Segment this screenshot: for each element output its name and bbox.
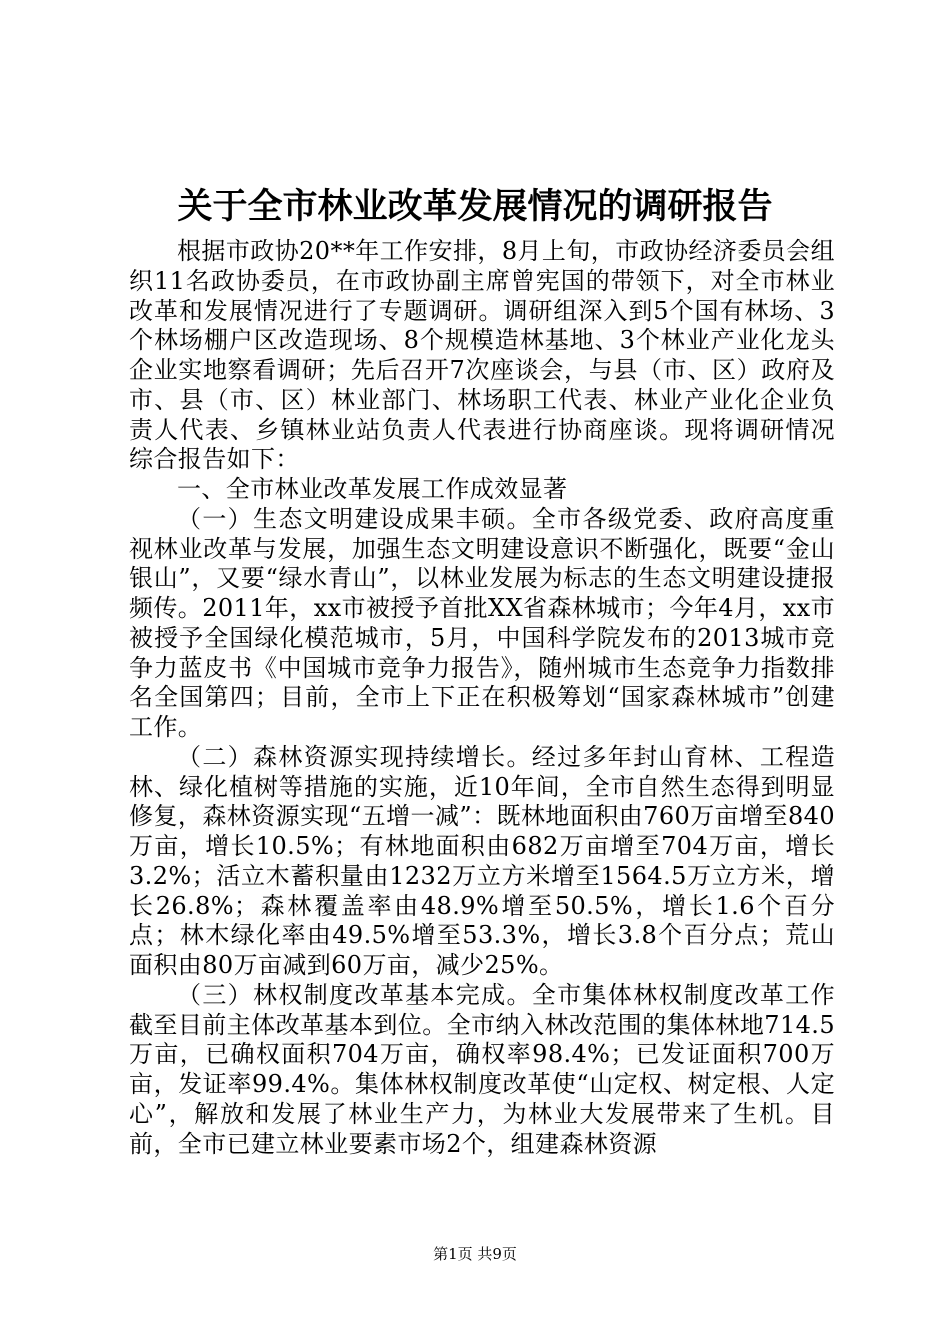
paragraph-forest-tenure-reform: （三）林权制度改革基本完成。全市集体林权制度改革工作截至目前主体改革基本到位。全市纳入林改范围的集体林地714.5万亩，已确权面积704万亩，确权率98.4%；已发证面积700万亩，发证率99.4%。集体林权制度改革使“山定权、树定根、人定心”，解放和发展了林业生产力，为林业大发展带来了生机。目前，全市已建立林业要素市场2个，组建森林资源 [129, 980, 835, 1158]
section-heading-1: 一、全市林业改革发展工作成效显著 [177, 475, 568, 503]
paragraph-ecological-civilization: （一）生态文明建设成果丰硕。全市各级党委、政府高度重视林业改革与发展，加强生态文明建设意识不断强化，既要“金山银山”，又要“绿水青山”，以林业发展为标志的生态文明建设捷报频传。2011年，xx市被授予首批XX省森林城市；今年4月，xx市被授予全国绿化模范城市，5月，中国科学院发布的2013城市竞争力蓝皮书《中国城市竞争力报告》，随州城市生态竞争力指数排名全国第四；目前，全市上下正在积极筹划“国家森林城市”创建工作。 [129, 504, 835, 741]
paragraph-intro: 根据市政协20**年工作安排，8月上旬，市政协经济委员会组织11名政协委员，在市政协副主席曾宪国的带领下，对全市林业改革和发展情况进行了专题调研。调研组深入到5个国有林场、3个林场棚户区改造现场、8个规模造林基地、3个林业产业化龙头企业实地察看调研；先后召开7次座谈会，与县（市、区）政府及市、县（市、区）林业部门、林场职工代表、林业产业化企业负责人代表、乡镇林业站负责人代表进行协商座谈。现将调研情况综合报告如下： [129, 237, 835, 474]
document-title: 关于全市林业改革发展情况的调研报告 [177, 187, 773, 227]
document-body [129, 237, 835, 1159]
page-number-footer: 第1页 共9页 [433, 1245, 517, 1263]
paragraph-forest-resources: （二）森林资源实现持续增长。经过多年封山育林、工程造林、绿化植树等措施的实施，近10年间，全市自然生态得到明显修复，森林资源实现“五增一减”：既林地面积由760万亩增至840万亩，增长10.5%；有林地面积由682万亩增至704万亩，增长3.2%；活立木蓄积量由1232万立方米增至1564.5万立方米，增长26.8%；森林覆盖率由48.9%增至50.5%，增长1.6个百分点；林木绿化率由49.5%增至53.3%，增长3.8个百分点；荒山面积由80万亩减到60万亩，减少25%。 [129, 742, 835, 979]
